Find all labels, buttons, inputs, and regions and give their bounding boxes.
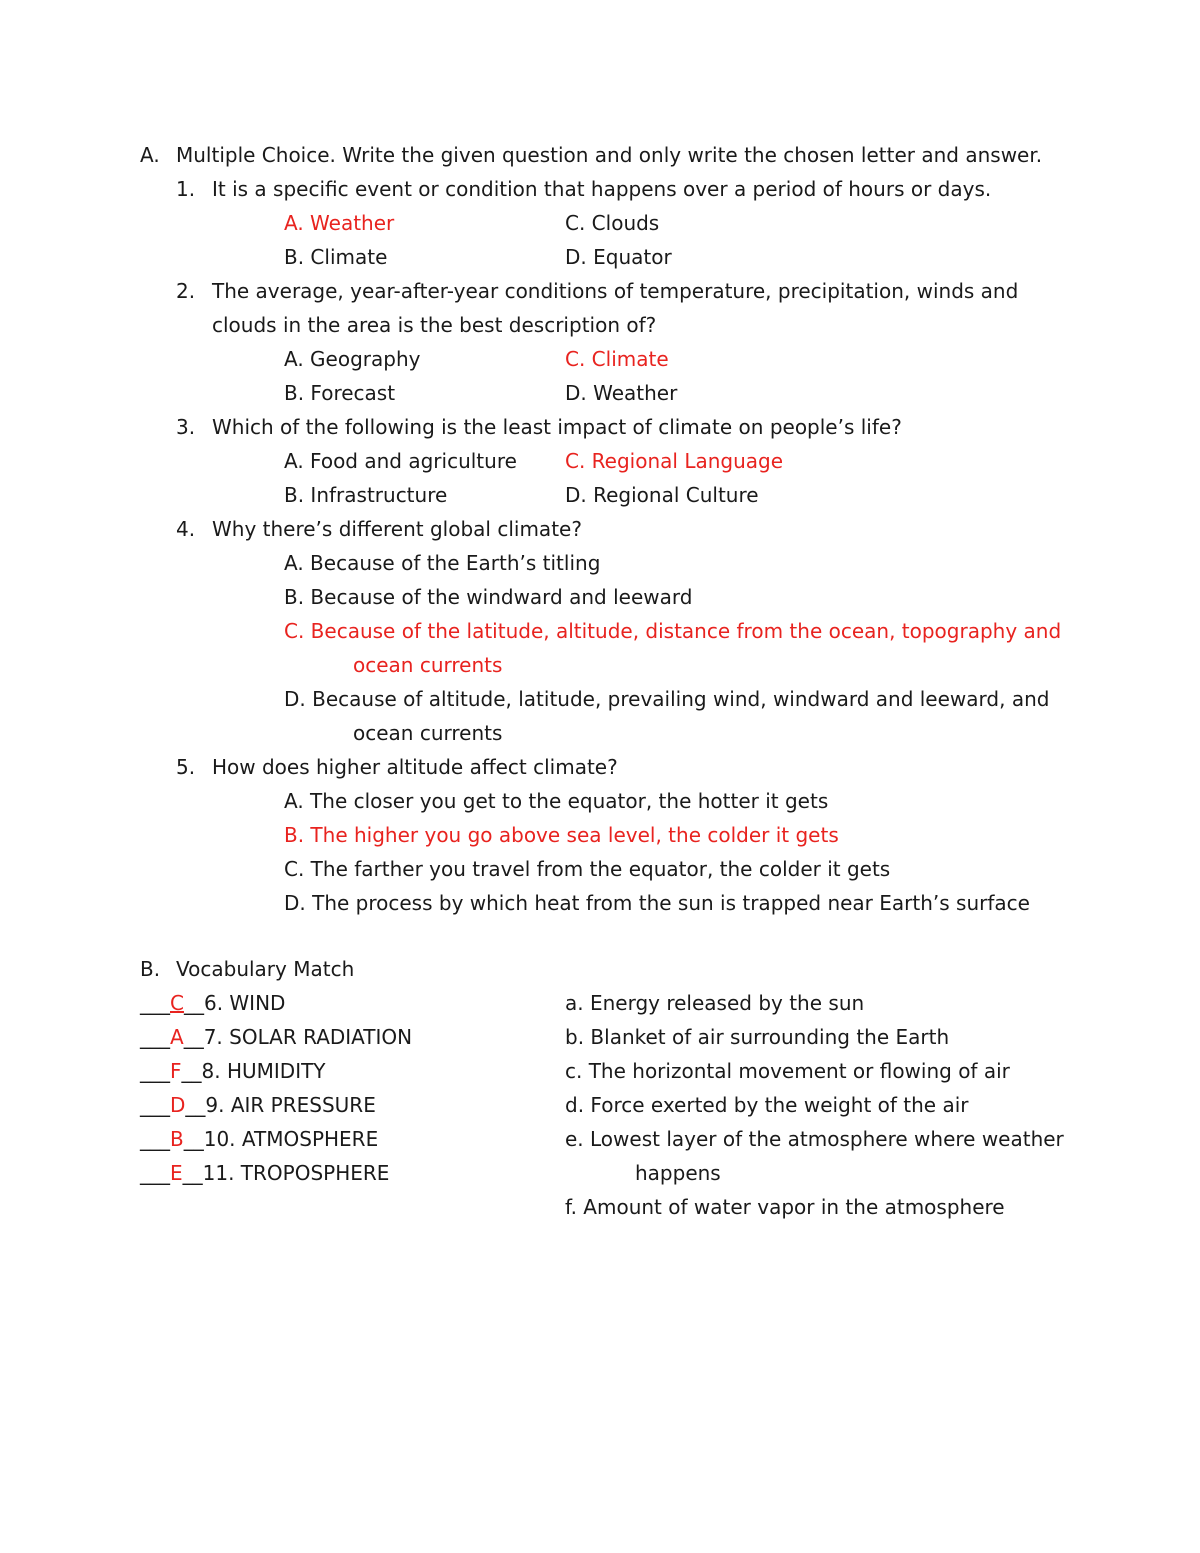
option: A. Geography bbox=[284, 347, 421, 371]
blank-prefix: ___ bbox=[140, 1093, 170, 1117]
blank-prefix: ___ bbox=[140, 1025, 170, 1049]
option: B. Because of the windward and leeward bbox=[284, 585, 693, 609]
question-text: Why there’s different global climate? bbox=[212, 517, 582, 541]
vocab-term: 8. HUMIDITY bbox=[201, 1059, 326, 1083]
section-a-letter: A. bbox=[140, 143, 160, 167]
vocab-item bbox=[140, 1054, 326, 1088]
option: A. Because of the Earth’s titling bbox=[284, 551, 601, 575]
vocab-item bbox=[140, 1156, 389, 1190]
blank-prefix: ___ bbox=[140, 1059, 170, 1083]
question-number: 2. bbox=[176, 279, 196, 303]
option: D. Weather bbox=[565, 381, 678, 405]
vocab-term: 7. SOLAR RADIATION bbox=[203, 1025, 413, 1049]
vocab-answer: A bbox=[170, 1025, 184, 1049]
option: B. Forecast bbox=[284, 381, 396, 405]
blank-prefix: ___ bbox=[140, 1161, 170, 1185]
vocab-item bbox=[140, 1088, 376, 1122]
option-correct-continued: ocean currents bbox=[353, 653, 503, 677]
vocab-item bbox=[140, 1020, 412, 1054]
vocab-definition: a. Energy released by the sun bbox=[565, 991, 865, 1015]
option: B. Climate bbox=[284, 245, 388, 269]
blank-prefix: ___ bbox=[140, 1127, 170, 1151]
option: D. Regional Culture bbox=[565, 483, 759, 507]
blank-suffix: __ bbox=[182, 1161, 203, 1185]
vocab-answer: C bbox=[170, 991, 184, 1015]
vocab-definition: e. Lowest layer of the atmosphere where weather bbox=[565, 1127, 1064, 1151]
question-text-continued: clouds in the area is the best description of? bbox=[212, 313, 657, 337]
option-correct: C. Regional Language bbox=[565, 449, 784, 473]
vocab-answer: E bbox=[170, 1161, 183, 1185]
vocab-term: 10. ATMOSPHERE bbox=[203, 1127, 379, 1151]
option: D. Equator bbox=[565, 245, 672, 269]
vocab-definition: b. Blanket of air surrounding the Earth bbox=[565, 1025, 950, 1049]
section-b-title: Vocabulary Match bbox=[176, 957, 355, 981]
blank-suffix: __ bbox=[183, 1025, 204, 1049]
question-text: How does higher altitude affect climate? bbox=[212, 755, 618, 779]
question-number: 5. bbox=[176, 755, 196, 779]
section-b-heading bbox=[140, 952, 354, 986]
option: D. The process by which heat from the sun is trapped near Earth’s surface bbox=[284, 891, 1030, 915]
blank-suffix: __ bbox=[183, 1127, 204, 1151]
question-number: 3. bbox=[176, 415, 196, 439]
vocab-item bbox=[140, 986, 285, 1020]
question-number: 1. bbox=[176, 177, 196, 201]
option: C. The farther you travel from the equator, the colder it gets bbox=[284, 857, 891, 881]
vocab-definition: f. Amount of water vapor in the atmosphere bbox=[565, 1195, 1005, 1219]
section-a-title: Multiple Choice. bbox=[176, 143, 336, 167]
option: A. Food and agriculture bbox=[284, 449, 517, 473]
option: D. Because of altitude, latitude, prevailing wind, windward and leeward, and bbox=[284, 687, 1050, 711]
option: A. The closer you get to the equator, the hotter it gets bbox=[284, 789, 829, 813]
vocab-answer: D bbox=[170, 1093, 186, 1117]
vocab-term: 11. TROPOSPHERE bbox=[202, 1161, 390, 1185]
option-continued: ocean currents bbox=[353, 721, 503, 745]
section-a-instruction: Write the given question and only write the chosen letter and answer. bbox=[335, 143, 1043, 167]
vocab-definition: d. Force exerted by the weight of the air bbox=[565, 1093, 969, 1117]
vocab-item bbox=[140, 1122, 378, 1156]
vocab-definition-continued: happens bbox=[635, 1161, 721, 1185]
section-a-heading bbox=[140, 138, 1042, 172]
vocab-term: 6. WIND bbox=[203, 991, 286, 1015]
blank-prefix: ___ bbox=[140, 991, 170, 1015]
vocab-answer: F bbox=[170, 1059, 182, 1083]
question-number: 4. bbox=[176, 517, 196, 541]
option-correct: C. Climate bbox=[565, 347, 669, 371]
section-b-letter: B. bbox=[140, 957, 161, 981]
question-text: It is a specific event or condition that happens over a period of hours or days. bbox=[212, 177, 992, 201]
option-correct: B. The higher you go above sea level, the colder it gets bbox=[284, 823, 839, 847]
option: C. Clouds bbox=[565, 211, 660, 235]
vocab-answer: B bbox=[170, 1127, 184, 1151]
option-correct: A. Weather bbox=[284, 211, 395, 235]
blank-suffix: __ bbox=[181, 1059, 202, 1083]
vocab-definition: c. The horizontal movement or flowing of air bbox=[565, 1059, 1010, 1083]
question-text: The average, year-after-year conditions of temperature, precipitation, winds and bbox=[212, 279, 1019, 303]
vocab-term: 9. AIR PRESSURE bbox=[205, 1093, 376, 1117]
blank-suffix: __ bbox=[183, 991, 204, 1015]
option-correct: C. Because of the latitude, altitude, distance from the ocean, topography and bbox=[284, 619, 1062, 643]
option: B. Infrastructure bbox=[284, 483, 448, 507]
question-text: Which of the following is the least impact of climate on people’s life? bbox=[212, 415, 902, 439]
blank-suffix: __ bbox=[185, 1093, 206, 1117]
